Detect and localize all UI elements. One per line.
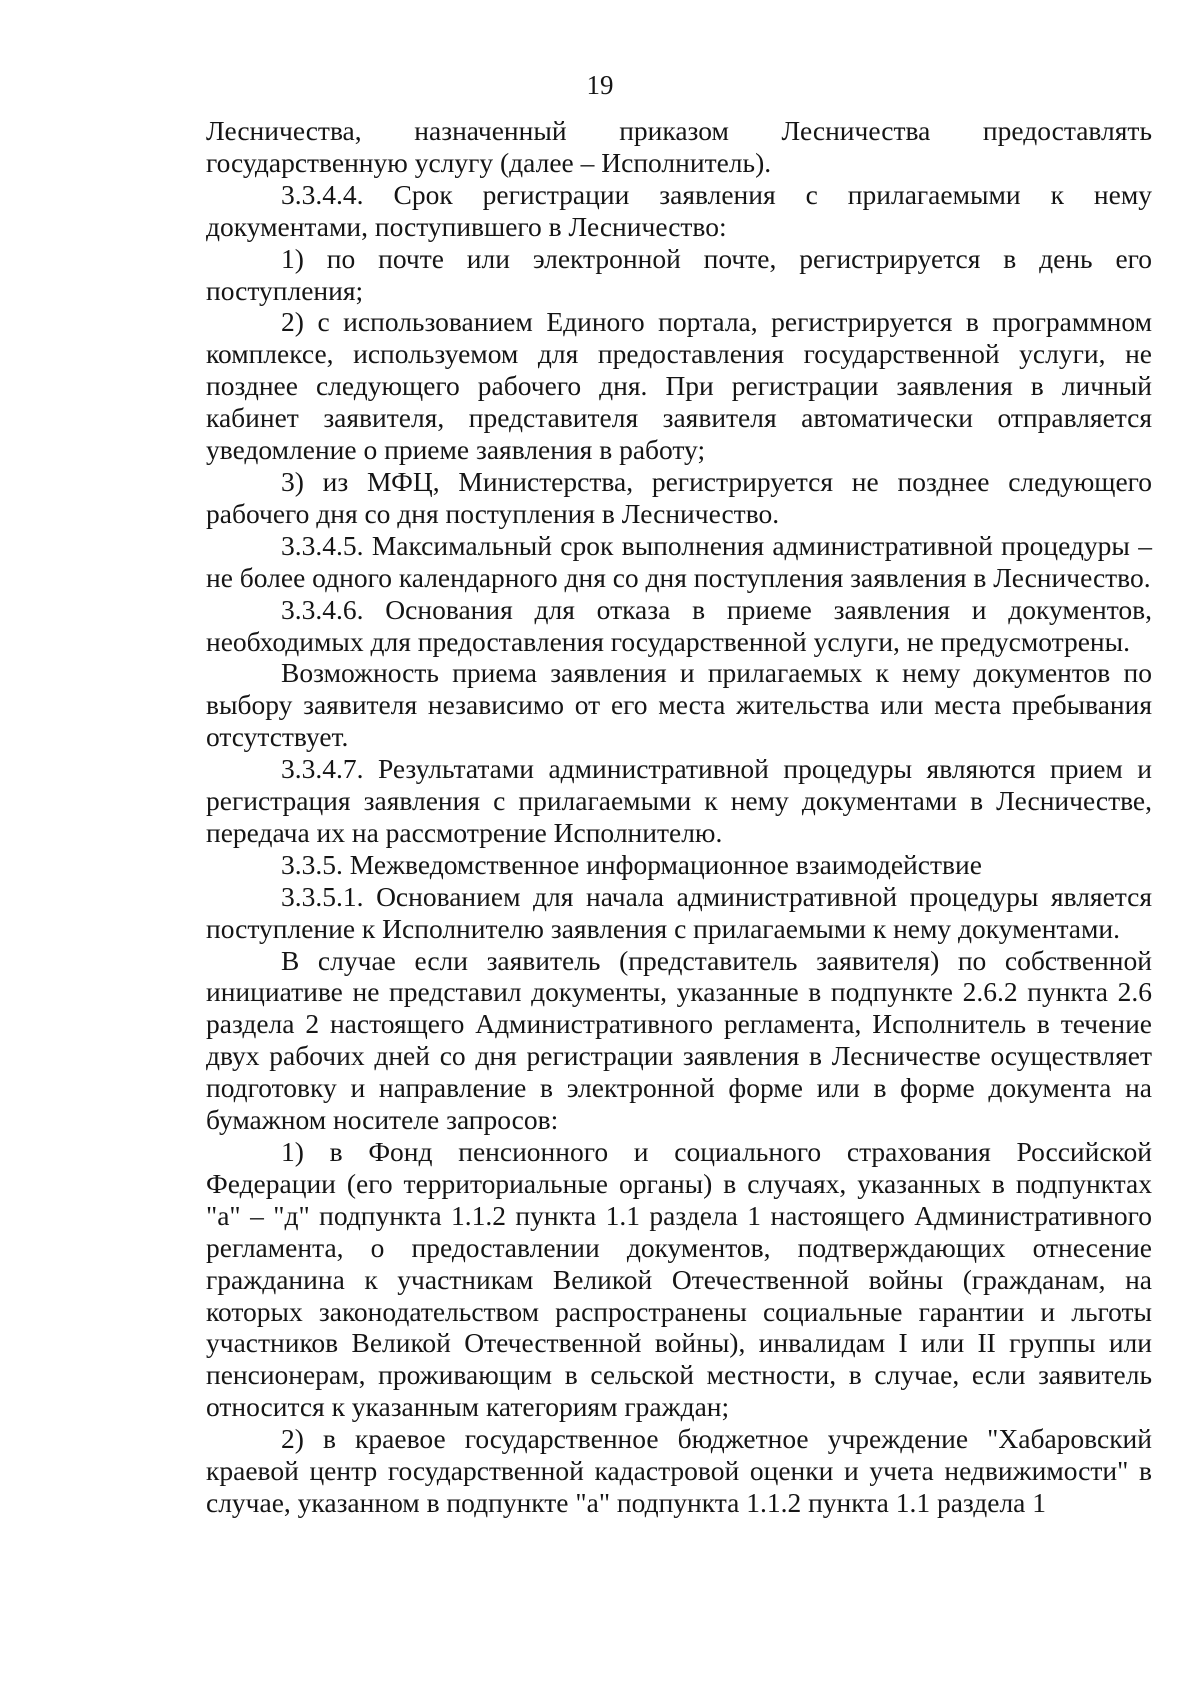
paragraph-3-3-4-7: 3.3.4.7. Результатами административной процедуры являются прием и регистрация заявления с прилагаемыми к нему документами в Лесничестве, передача их на рассмотрение Исполнителю. <box>206 753 1152 848</box>
paragraph-item-1-post: 1) по почте или электронной почте, регистрируется в день его поступления; <box>206 242 1152 306</box>
document-body <box>206 115 1152 1519</box>
paragraph-3-3-4-5: 3.3.4.5. Максимальный срок выполнения административной процедуры – не более одного календарного дня со дня поступления заявления в Лесничество. <box>206 529 1152 593</box>
paragraph-item-2-portal: 2) с использованием Единого портала, регистрируется в программном комплексе, используемом для предоставления государственной услуги, не позднее следующего рабочего дня. При регистрации заявления в личный кабинет заявителя, представителя заявителя автоматически отправляется уведомление о приеме заявления в работу; <box>206 306 1152 466</box>
paragraph-3-3-4-4: 3.3.4.4. Срок регистрации заявления с прилагаемыми к нему документами, поступившего в Лесничество: <box>206 178 1152 242</box>
paragraph-continuation: Лесничества, назначенный приказом Лесничества предоставлять государственную услугу (далее – Исполнитель). <box>206 115 1152 178</box>
paragraph-request-2-cadastral-center: 2) в краевое государственное бюджетное учреждение "Хабаровский краевой центр государственной кадастровой оценки и учета недвижимости" в случае, указанном в подпункте "а" подпункта 1.1.2 пункта 1.1 раздела 1 <box>206 1423 1152 1518</box>
paragraph-3-3-5-1: 3.3.5.1. Основанием для начала административной процедуры является поступление к Исполнителю заявления с прилагаемыми к нему документами. <box>206 880 1152 944</box>
paragraph-request-1-pension-fund: 1) в Фонд пенсионного и социального страхования Российской Федерации (его территориальные органы) в случаях, указанных в подпунктах "а" – "д" подпункта 1.1.2 пункта 1.1 раздела 1 настоящего Административного регламента, о предоставлении документов, подтверждающих отнесение гражданина к участникам Великой Отечественной войны (гражданам, на которых законодательством распространены социальные гарантии и льготы участников Великой Отечественной войны), инвалидам I или II группы или пенсионерам, проживающим в сельской местности, в случае, если заявитель относится к указанным категориям граждан; <box>206 1136 1152 1423</box>
paragraph-3-3-4-6: 3.3.4.6. Основания для отказа в приеме заявления и документов, необходимых для предоставления государственной услуги, не предусмотрены. <box>206 593 1152 657</box>
section-heading-3-3-5: 3.3.5. Межведомственное информационное взаимодействие <box>281 848 982 880</box>
paragraph-reception-possibility: Возможность приема заявления и прилагаемых к нему документов по выбору заявителя независимо от его места жительства или места пребывания отсутствует. <box>206 657 1152 753</box>
paragraph-item-3-mfc: 3) из МФЦ, Министерства, регистрируется не позднее следующего рабочего дня со дня поступления в Лесничество. <box>206 465 1152 529</box>
page-number: 19 <box>586 70 614 100</box>
paragraph-requests-intro: В случае если заявитель (представитель заявителя) по собственной инициативе не представил документы, указанные в подпункте 2.6.2 пункта 2.6 раздела 2 настоящего Административного регламента, Исполнитель в течение двух рабочих дней со дня регистрации заявления в Лесничестве осуществляет подготовку и направление в электронной форме или в форме документа на бумажном носителе запросов: <box>206 944 1152 1136</box>
